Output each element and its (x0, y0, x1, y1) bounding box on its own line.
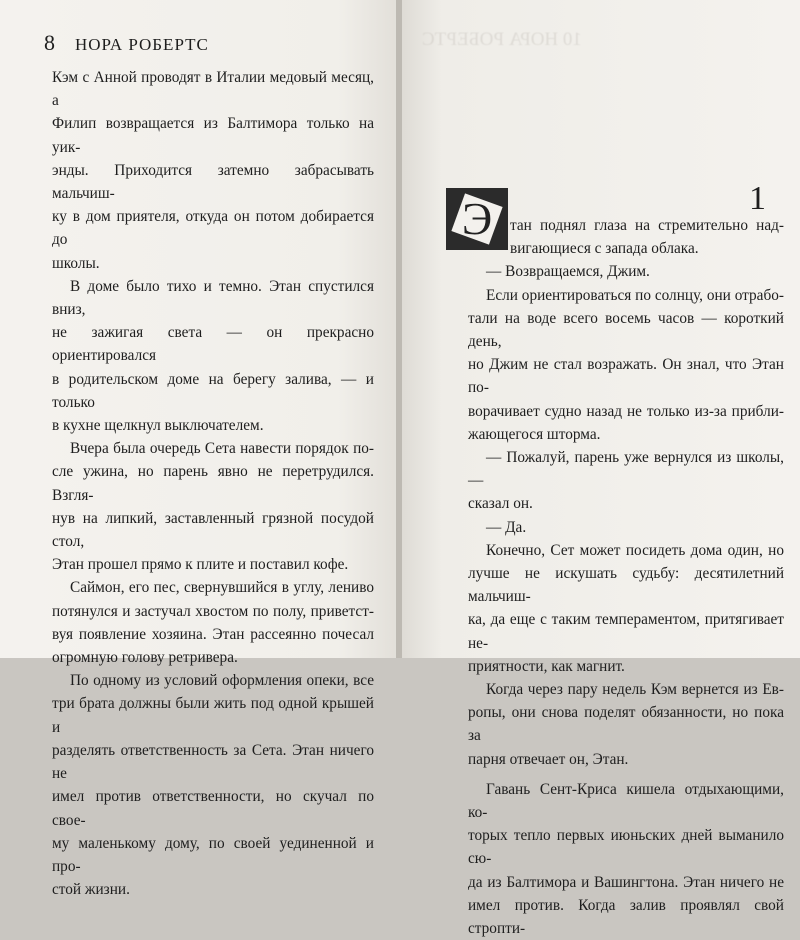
text-line: жающегося шторма. (468, 425, 601, 443)
left-page (0, 0, 398, 899)
text-line: В доме было тихо и темно. Этан спустился вниз, (52, 277, 374, 319)
chapter-dropcap (446, 188, 508, 250)
show-through-header: 10 НОРА РОБЕРТС (422, 29, 582, 50)
right-page (402, 0, 800, 938)
text-line: Гавань Сент-Криса кишела отдыхающими, ко- (468, 780, 784, 822)
right-body-text (468, 214, 784, 940)
text-line: потянулся и застучал хвостом по полу, приветст- (52, 602, 374, 620)
left-running-head (44, 30, 209, 56)
text-line: ворачивает судно назад не только из-за прибли- (468, 402, 784, 420)
text-line: сле ужина, но парень явно не перетрудился. Взгля- (52, 463, 374, 504)
text-line: Саймон, его пес, свернувшийся в углу, лениво (70, 579, 374, 597)
left-body-text (52, 66, 374, 901)
section-gap (468, 771, 784, 778)
text-line: Если ориентироваться по солнцу, они отрабо- (486, 286, 784, 304)
text-line: школы. (52, 254, 100, 272)
text-line: приятности, как магнит. (468, 657, 625, 675)
text-line: Когда через пару недель Кэм вернется из Ев- (486, 681, 784, 699)
text-line: энды. Приходится затемно забрасывать мальчиш- (52, 161, 374, 203)
text-line: имел против ответственности, но скучал по свое- (52, 788, 374, 829)
text-line: Этан прошел прямо к плите и поставил кофе. (52, 556, 349, 574)
text-line: тали на воде всего восемь часов — короткий день, (468, 309, 784, 351)
text-line: не зажигая света — он прекрасно ориентировался (52, 324, 374, 365)
text-line: в родительском доме на берегу залива, — и только (52, 370, 374, 411)
text-line: в кухне щелкнул выключателем. (52, 417, 264, 435)
text-line: му маленькому дому, по своей уединенной и про- (52, 834, 374, 875)
text-line: — Да. (486, 518, 527, 536)
text-line: Кэм с Анной проводят в Италии медовый месяц, а (52, 69, 374, 110)
dropcap-letter: Э (461, 193, 493, 244)
text-line: три брата должны были жить под одной крышей и (52, 695, 374, 736)
text-line: ку в дом приятеля, откуда он потом добирается до (52, 208, 374, 249)
text-line: ропы, они снова поделят обязанности, но пока за (468, 704, 784, 745)
text-line: да из Балтимора и Вашингтона. Этан ничего не (468, 873, 784, 891)
text-line: лучше не искушать судьбу: десятилетний мальчиш- (468, 565, 784, 606)
text-line: По одному из условий оформления опеки, все (70, 672, 374, 690)
text-line: вигающиеся с запада облака. (510, 240, 699, 258)
text-line: разделять ответственность за Сета. Этан ничего не (52, 741, 374, 783)
text-line: ка, да еще с таким темпераментом, притягивает не- (468, 611, 784, 652)
text-line: — Пожалуй, парень уже вернулся из школы, — (468, 449, 784, 490)
page-number-left: 8 (44, 30, 56, 55)
text-line: стой жизни. (52, 881, 130, 899)
text-line: огромную голову ретривера. (52, 649, 238, 667)
text-line: — Возвращаемся, Джим. (486, 263, 650, 281)
text-line: тан поднял глаза на стремительно над- (510, 217, 784, 234)
running-head-author: НОРА РОБЕРТС (75, 35, 209, 54)
text-line: но Джим не стал возражать. Он знал, что Этан по- (468, 356, 784, 397)
text-line: сказал он. (468, 495, 533, 513)
text-line: Филип возвращается из Балтимора только на уик- (52, 115, 374, 156)
chapter-number: 1 (749, 180, 766, 217)
text-line: нув на липкий, заставленный грязной посудой стол, (52, 509, 374, 551)
text-line: парня отвечает он, Этан. (468, 750, 629, 768)
text-line: Конечно, Сет может посидеть дома один, но (486, 541, 784, 559)
text-line: имел против. Когда залив проявлял свой стропти- (468, 896, 784, 938)
text-line: торых тепло первых июньских дней выманило сю- (468, 827, 784, 868)
text-line: вуя появление хозяина. Этан рассеянно почесал (52, 625, 374, 643)
text-line: Вчера была очередь Сета навести порядок по- (70, 440, 374, 458)
